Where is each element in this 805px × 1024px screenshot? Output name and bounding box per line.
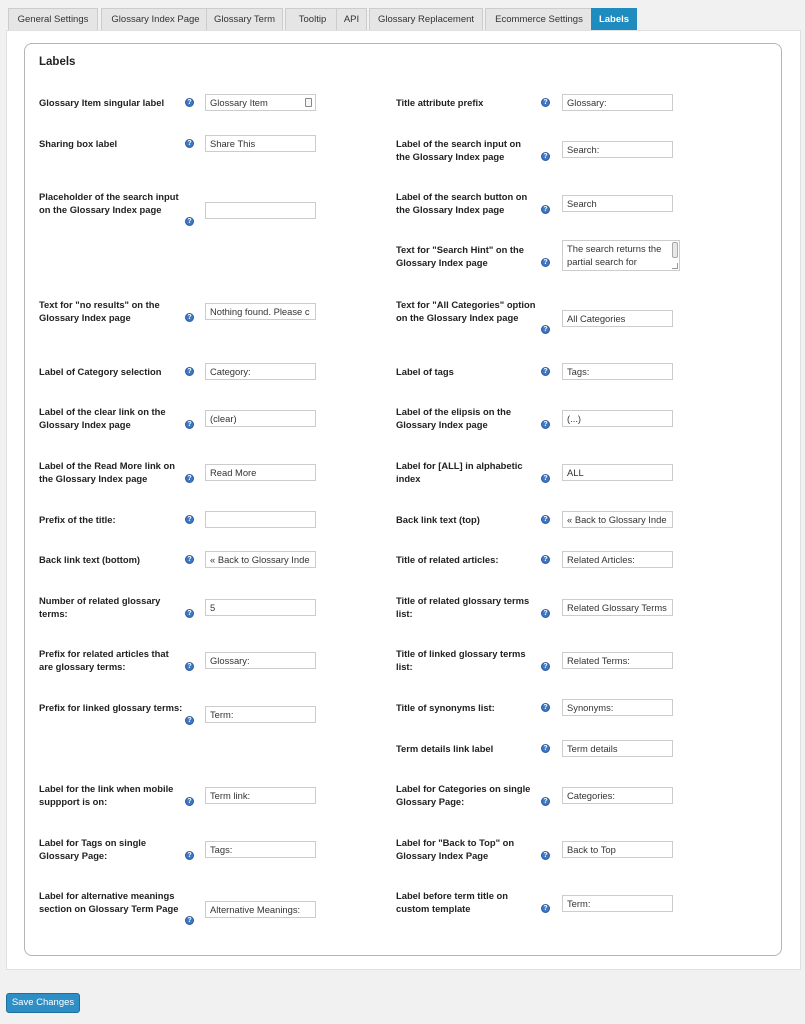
field-label: Title of linked glossary terms list: (396, 648, 526, 672)
label-text-input[interactable] (562, 464, 673, 481)
question-mark-icon[interactable]: ? (541, 515, 550, 524)
question-mark-icon[interactable]: ? (185, 515, 194, 524)
label-text-input[interactable] (562, 652, 673, 669)
label-text-input[interactable] (205, 410, 316, 427)
label-text-input[interactable] (562, 511, 673, 528)
question-mark-icon[interactable]: ? (185, 609, 194, 618)
field-value: ALL (567, 467, 584, 478)
field-value: Term link: (210, 790, 251, 801)
label-text-input[interactable] (205, 511, 316, 528)
textarea-scrollbar[interactable] (672, 242, 678, 258)
field-value: Glossary Item (210, 97, 268, 108)
field-label: Term details link label (396, 743, 494, 754)
question-mark-icon[interactable]: ? (541, 609, 550, 618)
label-text-input[interactable] (205, 652, 316, 669)
label-text-input[interactable] (562, 141, 673, 158)
label-text-input[interactable] (205, 901, 316, 918)
field-label: Label for [ALL] in alphabetic index (396, 460, 523, 484)
question-mark-icon[interactable]: ? (185, 367, 194, 376)
label-text-input[interactable] (562, 195, 673, 212)
tab-tooltip[interactable]: Tooltip (285, 8, 340, 30)
tab-general-settings[interactable]: General Settings (8, 8, 98, 30)
field-value: Related Glossary Terms (567, 602, 667, 613)
field-value: Term: (567, 898, 591, 909)
field-label: Label for Categories on single Glossary Page: (396, 783, 531, 807)
question-mark-icon[interactable]: ? (185, 851, 194, 860)
question-mark-icon[interactable]: ? (185, 716, 194, 725)
field-label: Label of the clear link on the Glossary Index page (39, 406, 166, 430)
question-mark-icon[interactable]: ? (541, 98, 550, 107)
field-value: Categories: (567, 790, 615, 801)
field-label: Text for "All Categories" option on the Glossary Index page (396, 299, 536, 323)
question-mark-icon[interactable]: ? (541, 851, 550, 860)
label-text-input[interactable] (205, 363, 316, 380)
label-text-input[interactable] (562, 410, 673, 427)
question-mark-icon[interactable]: ? (541, 662, 550, 671)
field-label: Prefix of the title: (39, 514, 116, 525)
field-label: Label for alternative meanings section on Glossary Term Page (39, 890, 179, 914)
question-mark-icon[interactable]: ? (541, 420, 550, 429)
tab-glossary-index-page[interactable]: Glossary Index Page (101, 8, 210, 30)
tab-labels[interactable]: Labels (591, 8, 637, 30)
labels-panel (24, 43, 782, 956)
label-text-input[interactable] (205, 303, 316, 320)
question-mark-icon[interactable]: ? (185, 313, 194, 322)
field-value: « Back to Glossary Inde (210, 554, 310, 565)
field-label: Placeholder of the search input on the Glossary Index page (39, 191, 179, 215)
field-label: Label of the elipsis on the Glossary Index page (396, 406, 512, 430)
label-text-input[interactable] (562, 310, 673, 327)
question-mark-icon[interactable]: ? (541, 325, 550, 334)
label-text-input[interactable] (205, 94, 316, 111)
question-mark-icon[interactable]: ? (541, 367, 550, 376)
field-value: All Categories (567, 313, 626, 324)
tab-ecommerce-settings[interactable]: Ecommerce Settings (485, 8, 593, 30)
panel-title: Labels (39, 56, 76, 68)
question-mark-icon[interactable]: ? (541, 205, 550, 214)
field-value: Share This (210, 138, 256, 149)
field-label: Title of synonyms list: (396, 702, 495, 713)
label-text-input[interactable] (205, 551, 316, 568)
field-value: 5 (210, 602, 216, 613)
field-label: Prefix for linked glossary terms: (39, 702, 183, 713)
label-text-input[interactable] (562, 363, 673, 380)
field-label: Back link text (top) (396, 514, 480, 525)
question-mark-icon[interactable]: ? (185, 139, 194, 148)
label-text-input[interactable] (205, 787, 316, 804)
field-label: Text for "no results" on the Glossary Index page (39, 299, 160, 323)
field-options-icon[interactable] (305, 98, 312, 107)
field-value: Alternative Meanings: (210, 904, 301, 915)
field-label: Label for "Back to Top" on Glossary Index Page (396, 837, 515, 861)
question-mark-icon[interactable]: ? (541, 744, 550, 753)
label-text-input[interactable] (562, 740, 673, 757)
field-label: Back link text (bottom) (39, 554, 141, 565)
question-mark-icon[interactable]: ? (541, 703, 550, 712)
field-label: Text for "Search Hint" on the Glossary Index page (396, 244, 524, 268)
field-label: Title of related glossary terms list: (396, 595, 530, 619)
field-label: Label for Tags on single Glossary Page: (39, 837, 147, 861)
question-mark-icon[interactable]: ? (185, 797, 194, 806)
field-label: Label of tags (396, 366, 454, 377)
question-mark-icon[interactable]: ? (541, 904, 550, 913)
search-hint-textarea[interactable] (562, 240, 680, 271)
field-label: Label of Category selection (39, 366, 162, 377)
field-value: Tags: (567, 366, 590, 377)
tab-glossary-term[interactable]: Glossary Term (206, 8, 283, 30)
tab-api[interactable]: API (336, 8, 367, 30)
question-mark-icon[interactable]: ? (541, 797, 550, 806)
question-mark-icon[interactable]: ? (185, 662, 194, 671)
field-value: Glossary: (567, 97, 607, 108)
field-label: Title of related articles: (396, 554, 499, 565)
question-mark-icon[interactable]: ? (541, 555, 550, 564)
field-value: « Back to Glossary Inde (567, 514, 667, 525)
field-value: Search (567, 198, 597, 209)
field-value: (clear) (210, 413, 237, 424)
field-value: Back to Top (567, 844, 616, 855)
field-label: Glossary Item singular label (39, 97, 165, 108)
field-label: Number of related glossary terms: (39, 595, 161, 619)
label-text-input[interactable] (562, 699, 673, 716)
field-label: Prefix for related articles that are glossary terms: (39, 648, 169, 672)
resize-handle-icon[interactable] (672, 263, 678, 269)
question-mark-icon[interactable]: ? (185, 474, 194, 483)
field-value: Related Articles: (567, 554, 635, 565)
label-text-input[interactable] (562, 94, 673, 111)
field-label: Sharing box label (39, 138, 118, 149)
label-text-input[interactable] (205, 202, 316, 219)
label-text-input[interactable] (205, 706, 316, 723)
question-mark-icon[interactable]: ? (541, 152, 550, 161)
save-changes-button[interactable]: Save Changes (6, 993, 80, 1013)
field-value: Term: (210, 709, 234, 720)
field-value: Related Terms: (567, 655, 630, 666)
label-text-input[interactable] (562, 841, 673, 858)
question-mark-icon[interactable]: ? (185, 98, 194, 107)
label-text-input[interactable] (562, 787, 673, 804)
field-value: Read More (210, 467, 257, 478)
field-value: The search returns the partial search for (567, 243, 664, 267)
label-text-input[interactable] (562, 599, 673, 616)
question-mark-icon[interactable]: ? (541, 474, 550, 483)
label-text-input[interactable] (562, 551, 673, 568)
label-text-input[interactable] (205, 599, 316, 616)
question-mark-icon[interactable]: ? (541, 258, 550, 267)
tab-glossary-replacement[interactable]: Glossary Replacement (369, 8, 483, 30)
field-value: Nothing found. Please c (210, 306, 310, 317)
question-mark-icon[interactable]: ? (185, 916, 194, 925)
label-text-input[interactable] (205, 135, 316, 152)
field-value: Category: (210, 366, 251, 377)
field-label: Title attribute prefix (396, 97, 484, 108)
field-label: Label before term title on custom template (396, 890, 508, 914)
field-label: Label of the Read More link on the Glossary Index page (39, 460, 175, 484)
field-label: Label for the link when mobile suppport is on: (39, 783, 174, 807)
label-text-input[interactable] (205, 841, 316, 858)
field-value: (...) (567, 413, 582, 424)
field-value: Synonyms: (567, 702, 614, 713)
field-value: Term details (567, 743, 618, 754)
field-label: Label of the search button on the Glossary Index page (396, 191, 528, 215)
label-text-input[interactable] (562, 895, 673, 912)
field-value: Tags: (210, 844, 233, 855)
field-value: Search: (567, 144, 600, 155)
question-mark-icon[interactable]: ? (185, 217, 194, 226)
field-label: Label of the search input on the Glossary Index page (396, 138, 522, 162)
question-mark-icon[interactable]: ? (185, 555, 194, 564)
label-text-input[interactable] (205, 464, 316, 481)
question-mark-icon[interactable]: ? (185, 420, 194, 429)
field-value: Glossary: (210, 655, 250, 666)
